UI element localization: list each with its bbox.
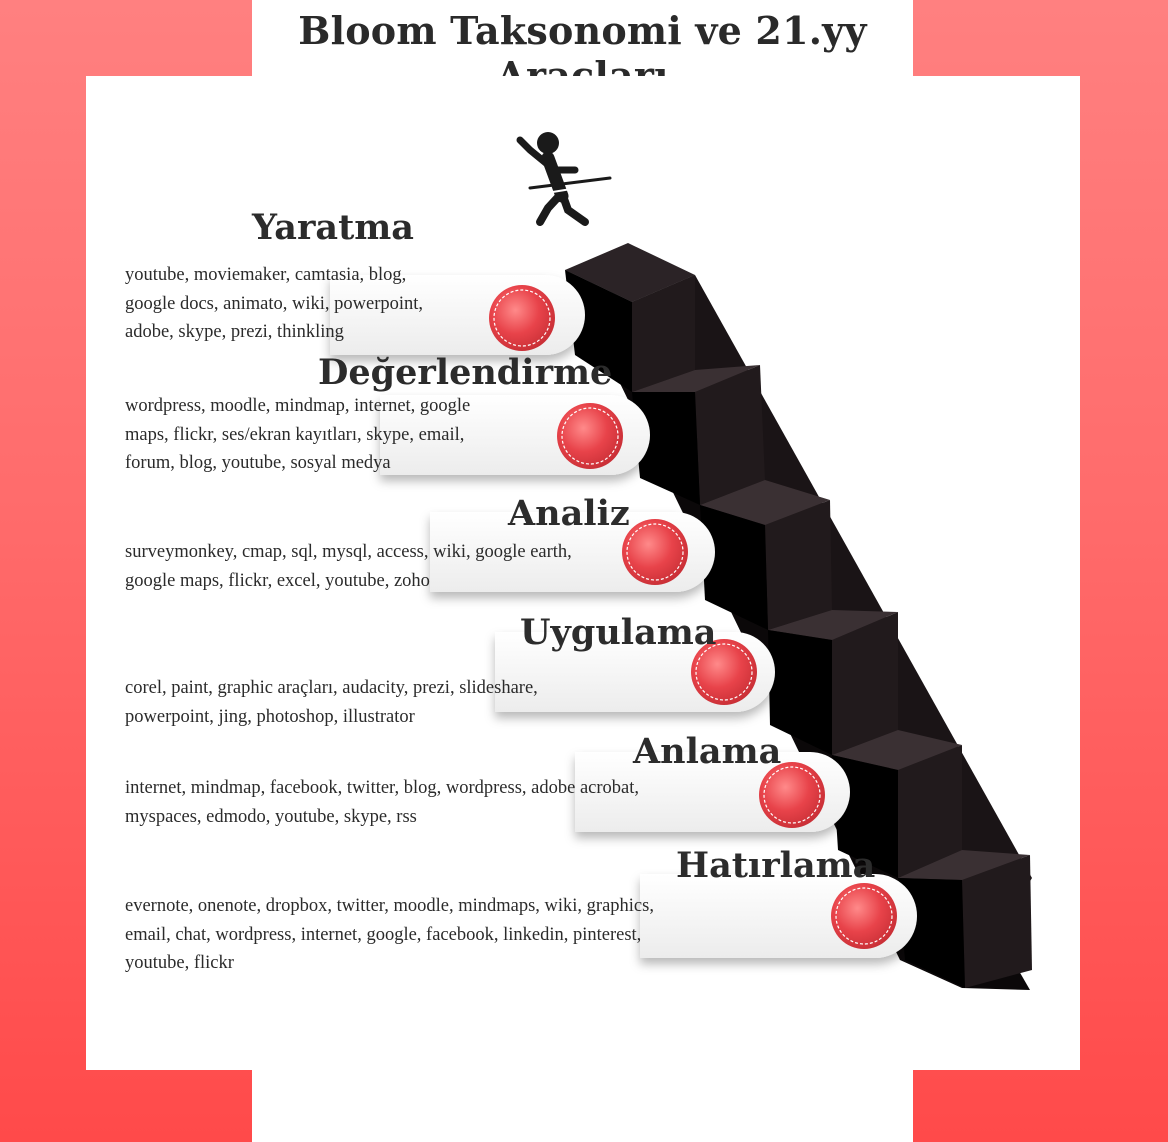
level-title-anlama: Anlama: [633, 731, 782, 772]
level-title-degerlendirme: Değerlendirme: [318, 352, 613, 393]
tools-yaratma: youtube, moviemaker, camtasia, blog, google docs, animato, wiki, powerpoint, adobe, skype, prezi, thinkling: [125, 265, 424, 342]
tools-degerlendirme: wordpress, moodle, mindmap, internet, google maps, flickr, ses/ekran kayıtları, skype, email, forum, blog, youtube, sosyal medya: [125, 396, 471, 473]
red-ball-marker: [622, 519, 688, 585]
runner-finish-line-icon: [520, 132, 610, 222]
level-title-yaratma: Yaratma: [252, 207, 414, 248]
page-title: Bloom Taksonomi ve 21.yy: [298, 8, 867, 53]
red-ball-marker: [831, 883, 897, 949]
tools-uygulama: corel, paint, graphic araçları, audacity, prezi, slideshare, powerpoint, jing, photoshop, illustrator: [125, 678, 538, 727]
tools-anlama: internet, mindmap, facebook, twitter, blog, wordpress, adobe acrobat, myspaces, edmodo, youtube, skype, rss: [125, 778, 640, 827]
level-title-hatirlama: Hatırlama: [676, 845, 876, 886]
tools-hatirlama: evernote, onenote, dropbox, twitter, moodle, mindmaps, wiki, graphics, email, chat, wordpress, internet, google, facebook, linkedin, pinterest, youtube, flickr: [125, 896, 654, 973]
red-ball-marker: [489, 285, 555, 351]
red-ball-marker: [557, 403, 623, 469]
level-title-analiz: Analiz: [508, 493, 630, 534]
level-title-uygulama: Uygulama: [520, 612, 717, 653]
tools-analiz: surveymonkey, cmap, sql, mysql, access, wiki, google earth, google maps, flickr, excel, youtube, zoho: [125, 542, 572, 591]
